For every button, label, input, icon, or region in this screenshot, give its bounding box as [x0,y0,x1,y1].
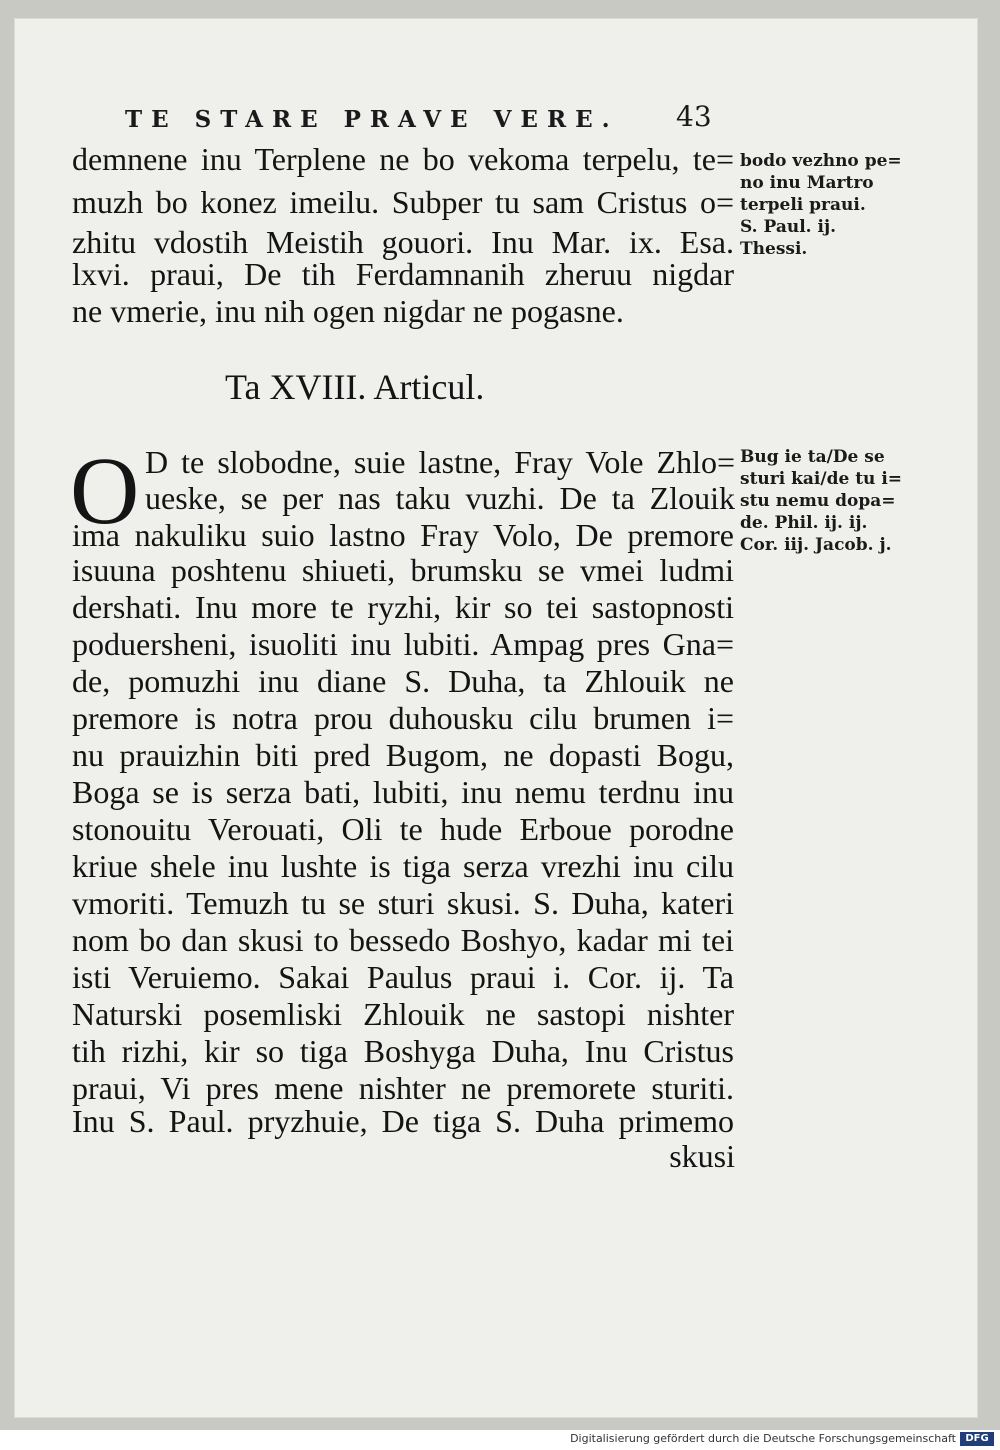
margin-note [740,446,910,556]
running-head: TE STARE PRAVE VERE. [125,106,619,133]
text-line: nom bo dan skusi to bessedo Boshyo, kadar mi tei [72,922,734,958]
text-line: vmoriti. Temuzh tu se sturi skusi. S. Duha, kateri [72,885,734,921]
text-line: ima nakuliku suio lastno Fray Volo, De premore [72,517,734,553]
text-line: dershati. Inu more te ryzhi, kir so tei sastopnosti [72,589,734,625]
margin-note-line: S. Paul. ij. [740,217,837,237]
text-line: poduersheni, isuoliti inu lubiti. Ampag pres Gna= [72,626,734,662]
text-line: tih rizhi, kir so tiga Boshyga Duha, Inu Cristus [72,1033,734,1069]
margin-note-line: Thessi. [740,239,808,259]
text-line: ne vmerie, inu nih ogen nigdar ne pogasne. [72,293,624,329]
text-line: praui, Vi pres mene nishter ne premorete sturiti. [72,1070,734,1106]
margin-note-line: stu nemu dopa= [740,491,896,511]
text-line: stonouitu Verouati, Oli te hude Erboue porodne [72,811,734,847]
text-line: zhitu vdostih Meistih gouori. Inu Mar. ix. Esa. [72,224,734,260]
margin-note-line: Cor. iij. Jacob. j. [740,535,892,555]
margin-note-line: de. Phil. ij. ij. [740,513,868,533]
text-line: D te slobodne, suie lastne, Fray Vole Zhlo= [145,444,735,480]
text-line: nu prauizhin biti pred Bugom, ne dopasti Bogu, [72,737,734,773]
text-line: Boga se is serza bati, lubiti, inu nemu terdnu inu [72,774,734,810]
text-line: lxvi. praui, De tih Ferdamnanih zheruu nigdar [72,256,734,292]
funding-credit: Digitalisierung gefördert durch die Deutsche Forschungsgemeinschaft [570,1432,956,1445]
page-number: 43 [676,100,712,133]
text-line: isti Veruiemo. Sakai Paulus praui i. Cor. ij. Ta [72,959,734,995]
margin-note-line: no inu Martro [740,173,874,193]
text-line: demnene inu Terplene ne bo vekoma terpelu, te= [72,141,734,177]
text-line: isuuna poshtenu shiueti, brumsku se vmei ludmi [72,552,734,588]
text-line: kriue shele inu lushte is tiga serza vrezhi inu cilu [72,848,734,884]
margin-note [740,150,910,260]
text-line: de, pomuzhi inu diane S. Duha, ta Zhlouik ne [72,663,734,699]
catchword: skusi [669,1138,735,1174]
article-heading: Ta XVIII. Articul. [225,367,485,407]
margin-note-line: sturi kai/de tu i= [740,469,903,489]
text-line: muzh bo konez imeilu. Subper tu sam Cristus o= [72,184,734,220]
margin-note-line: bodo vezhno pe= [740,151,902,171]
dfg-logo: DFG [960,1432,994,1446]
text-line: ueske, se per nas taku vuzhi. De ta Zlouik [145,480,735,516]
margin-note-line: Bug ie ta/De se [740,447,885,467]
text-line: Naturski posemliski Zhlouik ne sastopi nishter [72,996,734,1032]
drop-cap: O [70,437,140,544]
margin-note-line: terpeli praui. [740,195,866,215]
text-line: premore is notra prou duhousku cilu brumen i= [72,700,734,736]
text-line: Inu S. Paul. pryzhuie, De tiga S. Duha primemo [72,1103,734,1139]
